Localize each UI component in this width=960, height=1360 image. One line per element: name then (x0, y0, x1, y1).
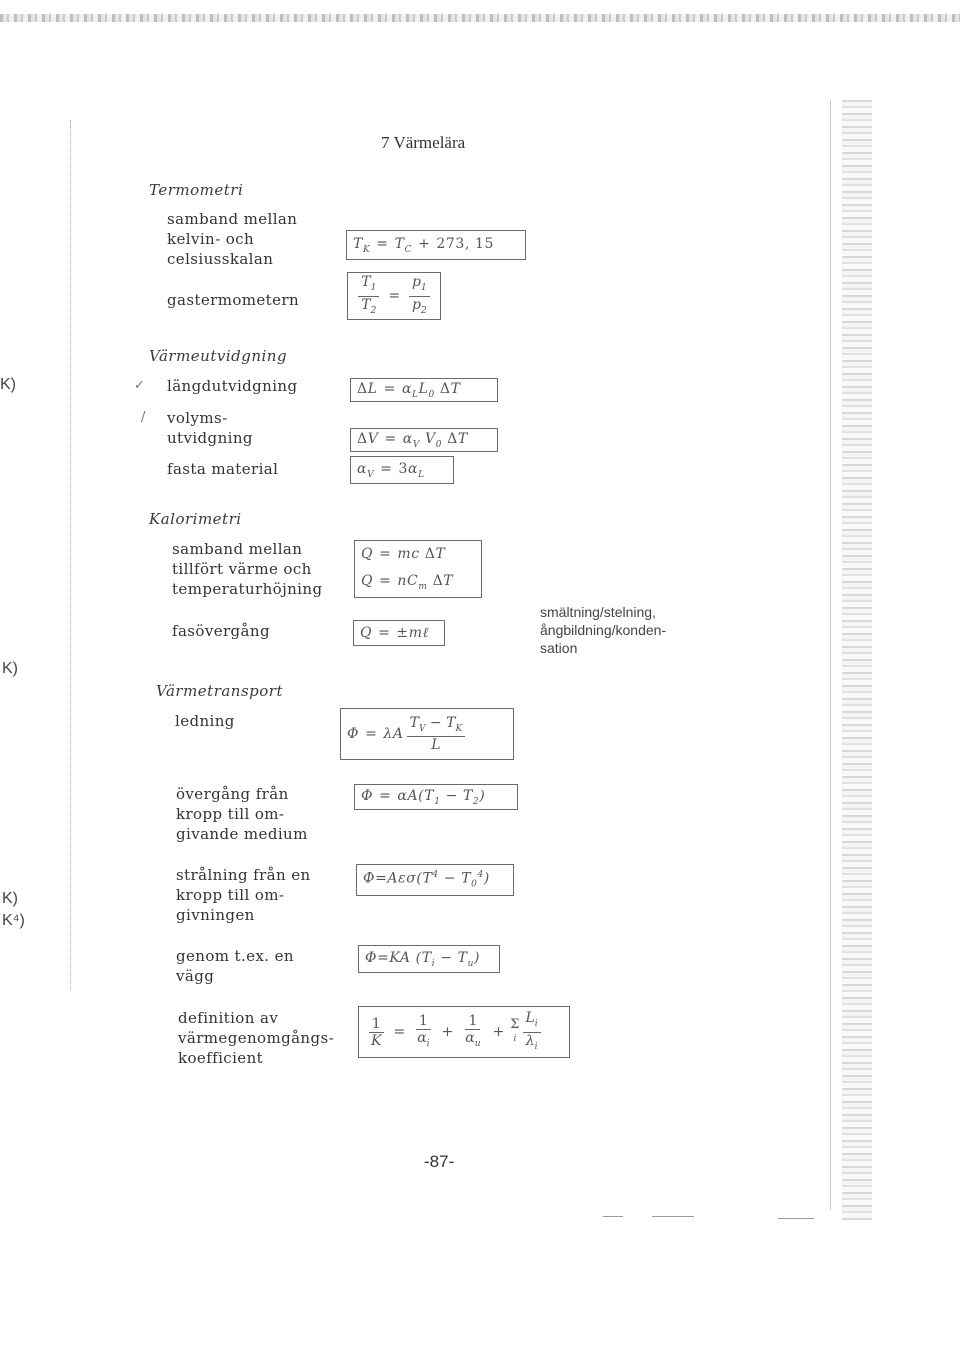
label-fasta-material: fasta material (167, 460, 279, 478)
section-heading-varmeutvidgning: Värmeutvidgning (149, 347, 288, 365)
margin-mark: K) (2, 890, 18, 907)
label-definition: definition av värmegenomgångs- koefficient (178, 1009, 335, 1067)
label-volymsutvidgning: volyms- utvidgning (167, 409, 253, 447)
formula-langd: $\Delta L = \alpha_LL_0$ ΔT (350, 378, 498, 402)
formula-ledning: Φ = λA $\frac{T_V - T_K}{L}$ (340, 708, 514, 760)
formula-kalori-mol: $Q = nC_m$ ΔT (361, 572, 454, 592)
formula-stralning: $\Phi=A\varepsilon\sigma(T^4 - T_0^4)$ (356, 864, 514, 896)
formula-volym: $\Delta V = \alpha_V$ $V_0$ ΔT (350, 428, 498, 452)
scan-noise-top (0, 14, 960, 22)
formula-kelvin: $T_K = T_C + 273$, 15 (346, 230, 526, 260)
label-gastermometer: gastermometern (167, 291, 300, 309)
formula-vagg: Φ=KA $(T_i - T_u)$ (358, 945, 500, 973)
section-heading-kalorimetri: Kalorimetri (149, 510, 242, 528)
formula-definition: $\frac{1}{K}$ = $\frac{1}{\alpha_i}$ + $\frac{1}{\alpha_u}$ + Σ i $\frac{L_i}{\lambda_i}$ (358, 1006, 570, 1058)
label-samband-kelvin: samband mellan kelvin- och celsiusskalan (167, 210, 298, 268)
scan-dash (603, 1216, 623, 1217)
section-heading-varmetransport: Värmetransport (156, 682, 283, 700)
side-note-fasovergang: smältning/stelning, ångbildning/konden- sation (540, 604, 667, 656)
binding-line (70, 120, 72, 990)
formula-kalorimetri (354, 540, 482, 598)
pencil-mark: / (141, 410, 146, 425)
margin-mark: K) (0, 376, 16, 393)
margin-mark: K⁴) (2, 912, 25, 929)
formula-overgang: $\Phi = \alpha A(T_1 - T_2)$ (354, 784, 518, 810)
label-stralning: strålning från en kropp till om- givningen (176, 866, 311, 924)
label-samband-varme: samband mellan tillfört värme och temperaturhöjning (172, 540, 323, 598)
label-ledning: ledning (175, 712, 235, 730)
label-langdutvidgning: längdutvidgning (167, 377, 298, 395)
label-overgang: övergång från kropp till om- givande medium (176, 785, 308, 843)
label-vagg: genom t.ex. en vägg (176, 947, 294, 985)
margin-mark: K) (2, 660, 18, 677)
formula-gas: $\frac{T_1}{T_2}$ = $\frac{p_1}{p_2}$ (347, 272, 441, 320)
formula-fasovergang: Q = ±mℓ (353, 620, 445, 646)
section-heading-termometri: Termometri (149, 181, 244, 199)
formula-kalori-mass: Q = mc ΔT (361, 546, 446, 563)
chapter-title: 7 Värmelära (381, 133, 466, 152)
page-number: -87- (424, 1152, 455, 1171)
pencil-mark: ✓ (134, 378, 145, 393)
scan-dash (778, 1218, 814, 1219)
label-fasovergang: fasövergång (172, 622, 270, 640)
scan-dash (652, 1216, 694, 1217)
formula-fasta: $\alpha_V = 3\alpha_L$ (350, 456, 454, 484)
scan-fold-line (830, 100, 831, 1210)
scan-noise-right-edge (842, 100, 872, 1220)
